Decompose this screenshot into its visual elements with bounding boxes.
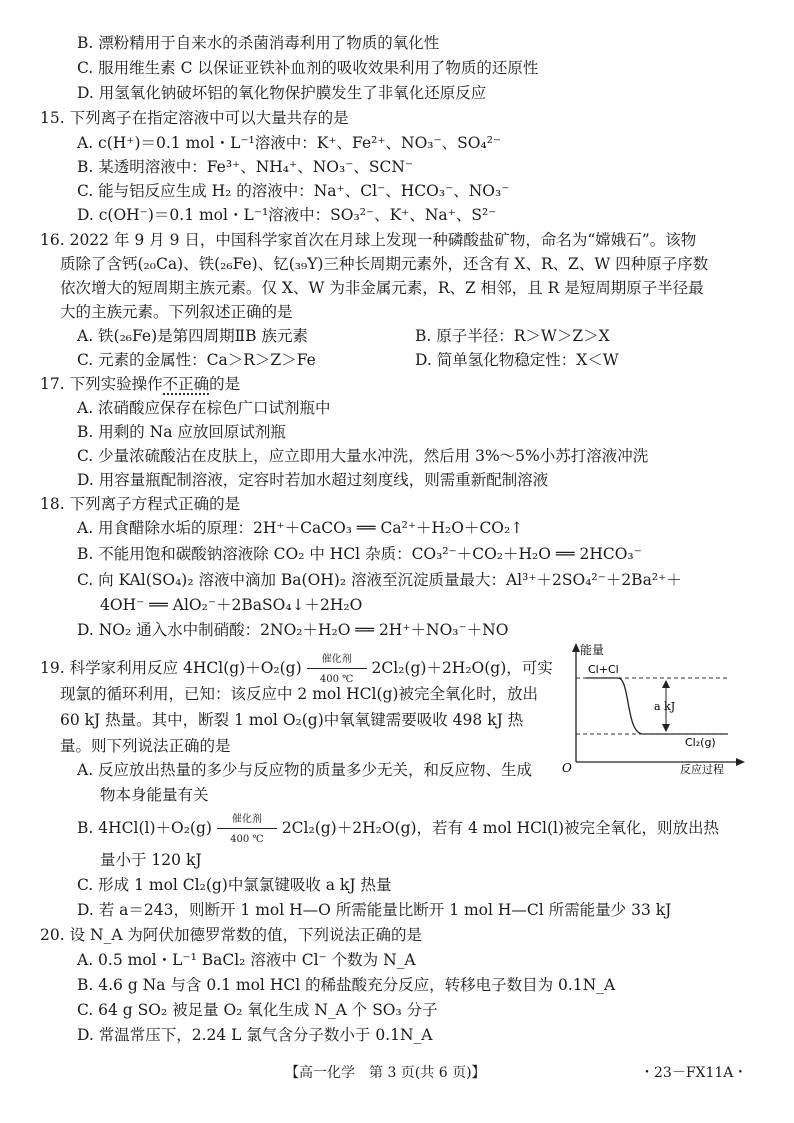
q17-stem [40, 374, 240, 394]
q18-option-d: D. NO₂ 通入水中制硝酸：2NO₂＋H₂O ══ 2H⁺＋NO₃⁻＋NO [77, 621, 509, 639]
q20-stem: 20. 设 N_A 为阿伏加德罗常数的值，下列说法正确的是 [40, 926, 422, 944]
condition-bar-b [217, 828, 277, 829]
q20-option-c: C. 64 g SO₂ 被足量 O₂ 氧化生成 N_A 个 SO₃ 分子 [77, 1001, 438, 1019]
q14-option-d: D. 用氢氧化钠破坏铝的氧化物保护膜发生了非氧化还原反应 [77, 84, 487, 102]
q14-option-c: C. 服用维生素 C 以保证亚铁补血剂的吸收效果利用了物质的还原性 [77, 59, 539, 77]
reaction-condition [307, 654, 367, 685]
x-axis-label: 反应过程 [680, 763, 724, 775]
q19-option-b-2: 量小于 120 kJ [100, 851, 202, 869]
q15-option-b: B. 某透明溶液中：Fe³⁺、NH₄⁺、NO₃⁻、SCN⁻ [77, 158, 414, 176]
origin-label: O [562, 761, 572, 775]
q16-stem-2: 质除了含钙(₂₀Ca)、铁(₂₆Fe)、钇(₃₉Y)三种长周期元素外，还含有 X、R、Z、W 四种原子序数 [60, 255, 709, 273]
gap-arrow-up [662, 680, 670, 688]
q16-option-b: B. 原子半径：R＞W＞Z＞X [415, 327, 610, 345]
q20-option-a: A. 0.5 mol・L⁻¹ BaCl₂ 溶液中 Cl⁻ 个数为 N_A [77, 951, 416, 969]
q20-option-d: D. 常温常压下，2.24 L 氯气含分子数小于 0.1N_A [77, 1026, 433, 1044]
q15-option-a: A. c(H⁺)＝0.1 mol・L⁻¹溶液中：K⁺、Fe²⁺、NO₃⁻、SO₄²⁻ [77, 134, 502, 152]
q19-stem-1 [40, 654, 553, 685]
q19b-equation-right: 2Cl₂(g)＋2H₂O(g)，若有 4 mol HCl(l)被完全氧化，则放出热 [281, 819, 720, 837]
q17-stem-post: 的是 [209, 375, 241, 393]
q17-option-a: A. 浓硝酸应保存在棕色广口试剂瓶中 [77, 399, 331, 417]
q15-stem: 15. 下列离子在指定溶液中可以大量共存的是 [40, 109, 349, 127]
gap-arrow-down [662, 724, 670, 732]
reaction-condition-b [217, 814, 277, 845]
q18-option-c-1: C. 向 KAl(SO₄)₂ 溶液中滴加 Ba(OH)₂ 溶液至沉淀质量最大：Al³⁺＋2SO₄²⁻＋2Ba²⁺＋ [77, 571, 682, 589]
condition-bar [307, 668, 367, 669]
temperature-label-b: 400 ℃ [230, 834, 264, 845]
q20-option-b: B. 4.6 g Na 与含 0.1 mol HCl 的稀盐酸充分反应，转移电子数目为 0.1N_A [77, 976, 616, 994]
q19-option-b-1 [77, 814, 720, 845]
q17-option-c: C. 少量浓硫酸沾在皮肤上，应立即用大量水冲洗，然后用 3%～5%小苏打溶液冲洗 [77, 447, 649, 465]
q18-option-c-2: 4OH⁻ ══ AlO₂⁻＋2BaSO₄↓＋2H₂O [100, 596, 363, 614]
q15-option-c: C. 能与铝反应生成 H₂ 的溶液中：Na⁺、Cl⁻、HCO₃⁻、NO₃⁻ [77, 182, 510, 200]
q18-option-b: B. 不能用饱和碳酸钠溶液除 CO₂ 中 HCl 杂质：CO₃²⁻＋CO₂＋H₂O ══ 2HCO₃⁻ [77, 545, 642, 563]
q19-equation-right: 2Cl₂(g)＋2H₂O(g)，可实 [371, 659, 553, 677]
q18-stem: 18. 下列离子方程式正确的是 [40, 495, 241, 513]
q14-option-b: B. 漂粉精用于自来水的杀菌消毒利用了物质的氧化性 [77, 34, 440, 52]
catalyst-label: 催化剂 [321, 654, 352, 665]
q17-stem-pre: 17. 下列实验操作 [40, 375, 163, 393]
y-axis-arrow [572, 643, 580, 652]
q17-option-d: D. 用容量瓶配制溶液，定容时若加水超过刻度线，则需重新配制溶液 [77, 471, 549, 489]
q16-option-c: C. 元素的金属性：Ca＞R＞Z＞Fe [77, 351, 316, 369]
q19-stem-3: 60 kJ 热量。其中，断裂 1 mol O₂(g)中氧氧键需要吸收 498 kJ 热 [60, 711, 524, 729]
gap-label: a kJ [654, 700, 676, 713]
lower-level-label: Cl₂(g) [685, 736, 716, 749]
q17-emphasis: 不正确 [162, 375, 210, 393]
temperature-label: 400 ℃ [319, 674, 354, 685]
q16-stem-3: 依次增大的短周期主族元素。仅 X、W 为非金属元素，R、Z 相邻，且 R 是短周期原子半径最 [60, 279, 704, 297]
catalyst-label-b: 催化剂 [231, 814, 262, 825]
q15-option-d: D. c(OH⁻)＝0.1 mol・L⁻¹溶液中：SO₃²⁻、K⁺、Na⁺、S²⁻ [77, 206, 497, 224]
q19-stem-4: 量。则下列说法正确的是 [60, 737, 231, 755]
q19b-equation-left: B. 4HCl(l)＋O₂(g) [77, 819, 212, 837]
q19-option-a-2: 物本身能量有关 [100, 786, 209, 804]
upper-level-label: Cl+Cl [588, 663, 619, 676]
q19-option-a-1: A. 反应放出热量的多少与反应物的质量多少无关，和反应物、生成 [77, 761, 533, 779]
y-axis-label: 能量 [580, 643, 605, 657]
q16-stem-1: 16. 2022 年 9 月 9 日，中国科学家首次在月球上发现一种磷酸盐矿物，命名为“嫦娥石”。该物 [40, 231, 697, 249]
footer-page-info: 【高一化学 第 3 页(共 6 页)】 [285, 1065, 486, 1081]
q19-option-c: C. 形成 1 mol Cl₂(g)中氯氯键吸收 a kJ 热量 [77, 876, 392, 894]
footer-code: ・23－FX11A・ [640, 1065, 748, 1081]
q16-option-a: A. 铁(₂₆Fe)是第四周期ⅡB 族元素 [77, 327, 309, 345]
q17-option-b: B. 用剩的 Na 应放回原试剂瓶 [77, 423, 286, 441]
x-axis-arrow [736, 758, 745, 766]
q19-option-d: D. 若 a＝243，则断开 1 mol H—O 所需能量比断开 1 mol H—Cl 所需能量少 33 kJ [77, 901, 672, 919]
q19-equation-left: 19. 科学家利用反应 4HCl(g)＋O₂(g) [40, 659, 302, 677]
q16-stem-4: 大的主族元素。下列叙述正确的是 [60, 303, 293, 321]
q18-option-a: A. 用食醋除水垢的原理：2H⁺＋CaCO₃ ══ Ca²⁺＋H₂O＋CO₂↑ [77, 519, 524, 537]
energy-diagram [560, 640, 750, 775]
q19-stem-2: 现氯的循环利用，已知：该反应中 2 mol HCl(g)被完全氧化时，放出 [60, 685, 538, 703]
q16-option-d: D. 简单氢化物稳定性：X＜W [415, 351, 619, 369]
